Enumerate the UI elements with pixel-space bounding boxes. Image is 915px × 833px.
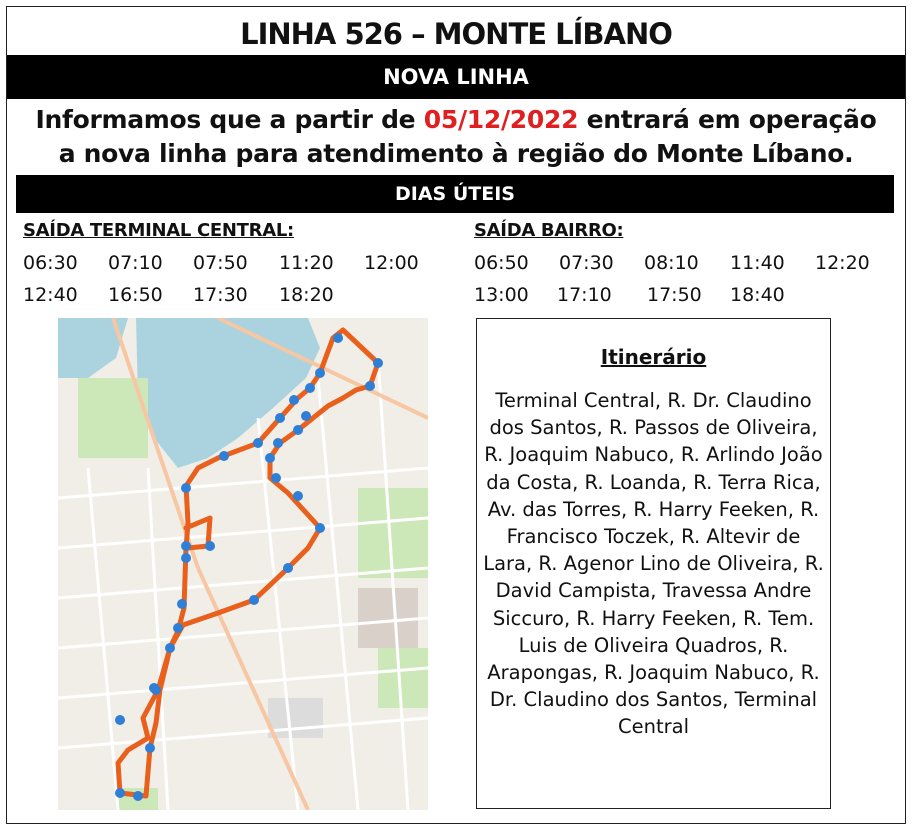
dias-uteis-banner: DIAS ÚTEIS: [16, 175, 894, 213]
departure-time: 11:40: [730, 252, 785, 274]
route-map: [58, 318, 428, 810]
central-schedule-label: SAÍDA TERMINAL CENTRAL:: [23, 220, 294, 241]
nova-linha-banner: NOVA LINHA: [7, 55, 905, 99]
bus-stop-marker: [273, 438, 283, 448]
departure-time: 12:40: [23, 284, 78, 306]
departure-time: 13:00: [474, 284, 529, 306]
departure-time: 16:50: [108, 284, 163, 306]
announcement: [7, 103, 905, 171]
bus-stop-marker: [265, 453, 275, 463]
bus-stop-marker: [253, 438, 263, 448]
bus-stop-marker: [275, 413, 285, 423]
announcement-line-2: a nova linha para atendimento à região do Monte Líbano.: [58, 139, 854, 168]
bus-stop-marker: [283, 563, 293, 573]
bus-stop-marker: [365, 381, 375, 391]
bus-stop-marker: [293, 491, 303, 501]
start-date: 05/12/2022: [423, 105, 579, 134]
itinerary-title: Itinerário: [600, 345, 707, 369]
bus-stop-marker: [271, 473, 281, 483]
bus-stop-marker: [181, 483, 191, 493]
itinerary-box: [476, 318, 831, 809]
bus-stop-marker: [289, 395, 299, 405]
bus-stop-marker: [165, 643, 175, 653]
departure-time: 17:10: [557, 284, 612, 306]
bus-stop-marker: [181, 541, 191, 551]
bus-stop-marker: [205, 541, 215, 551]
bus-stop-marker: [315, 368, 325, 378]
departure-time: 12:00: [364, 252, 419, 274]
announcement-text-before: Informamos que a partir de: [35, 105, 424, 134]
departure-time: 17:30: [193, 284, 248, 306]
announcement-line-1: [7, 103, 905, 137]
bus-stop-marker: [219, 451, 229, 461]
bus-stop-marker: [181, 553, 191, 563]
departure-time: 07:30: [559, 252, 614, 274]
route-map-graphic: [58, 318, 428, 810]
bus-stop-marker: [115, 788, 125, 798]
bus-stop-marker: [315, 523, 325, 533]
departure-time: 06:50: [474, 252, 529, 274]
bus-stop-marker: [333, 333, 343, 343]
bairro-schedule-label: SAÍDA BAIRRO:: [474, 220, 624, 241]
departure-time: 06:30: [23, 252, 78, 274]
bus-stop-marker: [149, 683, 159, 693]
bus-stop-marker: [301, 411, 311, 421]
departure-time: 12:20: [815, 252, 870, 274]
itinerary-text: Terminal Central, R. Dr. Claudino dos Santos, R. Passos de Oliveira, R. Joaquim Nabuco, R. Arlindo João da Costa, R. Loanda, R. Terra Rica, Av. das Torres, R. Harry Feeken, R. Francisco Toczek, R. Altevir de Lara, R. Agenor Lino de Oliveira, R. David Campista, Travessa Andre Siccuro, R. Harry Feeken, R. Tem. Luis de Oliveira Quadros, R. Arapongas, R. Joaquim Nabuco, R. Dr. Claudino dos Santos, Terminal Central: [483, 389, 824, 739]
departure-time: 07:10: [108, 252, 163, 274]
departure-time: 11:20: [279, 252, 334, 274]
departure-time: 18:20: [279, 284, 334, 306]
bus-stop-marker: [133, 791, 143, 801]
departure-time: 17:50: [647, 284, 702, 306]
bus-stop-marker: [177, 599, 187, 609]
bus-stop-marker: [145, 743, 155, 753]
departure-time: 18:40: [730, 284, 785, 306]
announcement-text-after: entrará em operação: [578, 105, 877, 134]
bus-stop-marker: [293, 425, 303, 435]
bus-stop-marker: [305, 383, 315, 393]
departure-time: 08:10: [644, 252, 699, 274]
bus-stop-marker: [115, 715, 125, 725]
departure-time: 07:50: [193, 252, 248, 274]
bus-stop-marker: [373, 358, 383, 368]
bus-stop-marker: [173, 623, 183, 633]
line-title: LINHA 526 – MONTE LÍBANO: [240, 17, 672, 51]
bus-stop-marker: [249, 595, 259, 605]
